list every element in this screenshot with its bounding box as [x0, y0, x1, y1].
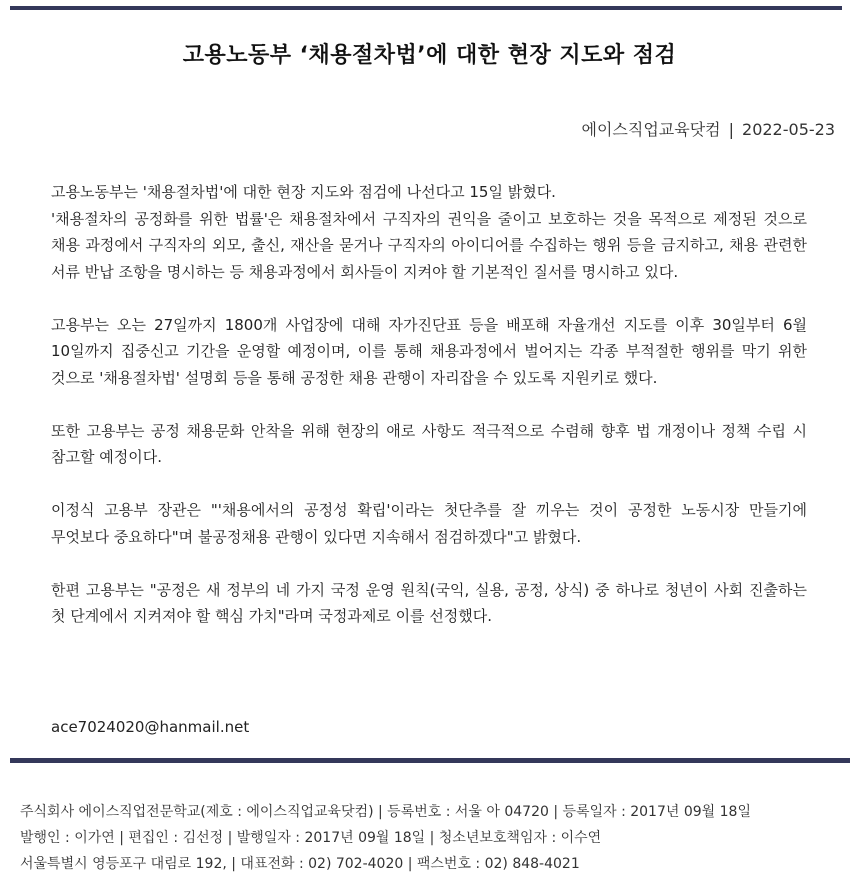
article-paragraph [51, 179, 807, 285]
article-body [51, 179, 807, 656]
article-paragraph [51, 577, 807, 630]
reporter-email[interactable]: ace7024020@hanmail.net [51, 718, 250, 736]
top-divider [10, 6, 842, 10]
paragraph-text: 한편 고용부는 "공정은 새 정부의 네 가지 국정 운영 원칙(국익, 실용, 공정, 상식) 중 하나로 청년이 사회 진출하는 첫 단계에서 지켜져야 할 핵심 가치"라며 국정과제로 이를 선정했다. [51, 580, 807, 625]
site-footer [20, 799, 850, 877]
article-paragraph [51, 497, 807, 550]
publish-date: 2022-05-23 [742, 120, 835, 139]
paragraph-text: 고용노동부는 '채용절차법'에 대한 현장 지도와 점검에 나선다고 15일 밝혔다. '채용절차의 공정화를 위한 법률'은 채용절차에서 구직자의 권익을 줄이고 보호하는 것을 목적으로 제정된 것으로 채용 과정에서 구직자의 외모, 출신, 재산을 묻거나 구직자의 아이디어를 수집하는 행위 등을 금지하고, 채용 관련한 서류 반납 조항을 명시하는 등 채용과정에서 회사들이 지켜야 할 기본적인 질서를 명시하고 있다. [51, 183, 807, 281]
article-title: 고용노동부 ‘채용절차법’에 대한 현장 지도와 점검 [182, 43, 677, 68]
footer-line-publisher: 발행인 : 이가연 | 편집인 : 김선정 | 발행일자 : 2017년 09월 18일 | 청소년보호책임자 : 이수연 [20, 830, 602, 846]
footer-line-company: 주식회사 에이스직업전문학교(제호 : 에이스직업교육닷컴) | 등록번호 : 서울 아 04720 | 등록일자 : 2017년 09월 18일 [20, 804, 751, 820]
article-paragraph [51, 312, 807, 392]
byline-separator: | [728, 120, 735, 139]
paragraph-text: 또한 고용부는 공정 채용문화 안착을 위해 현장의 애로 사항도 적극적으로 수렴해 향후 법 개정이나 정책 수립 시 참고할 예정이다. [51, 421, 807, 466]
paragraph-text: 고용부는 오는 27일까지 1800개 사업장에 대해 자가진단표 등을 배포해 자율개선 지도를 이후 30일부터 6월 10일까지 집중신고 기간을 운영할 예정이며, 이를 통해 채용과정에서 벌어지는 각종 부적절한 행위를 막기 위한 것으로 '채용절차법' 설명회 등을 통해 공정한 채용 관행이 자리잡을 수 있도록 지원키로 했다. [51, 315, 807, 387]
article-paragraph [51, 418, 807, 471]
source-name: 에이스직업교육닷컴 [581, 120, 721, 139]
byline [582, 117, 835, 140]
paragraph-text: 이정식 고용부 장관은 "'채용에서의 공정성 확립'이라는 첫단추를 잘 끼우는 것이 공정한 노동시장 만들기에 무엇보다 중요하다"며 불공정채용 관행이 있다면 지속해서 점검하겠다"고 밝혔다. [51, 501, 807, 546]
footer-line-contact: 서울특별시 영등포구 대림로 192, | 대표전화 : 02) 702-4020 | 팩스번호 : 02) 848-4021 [20, 856, 580, 872]
bottom-divider [10, 758, 850, 763]
